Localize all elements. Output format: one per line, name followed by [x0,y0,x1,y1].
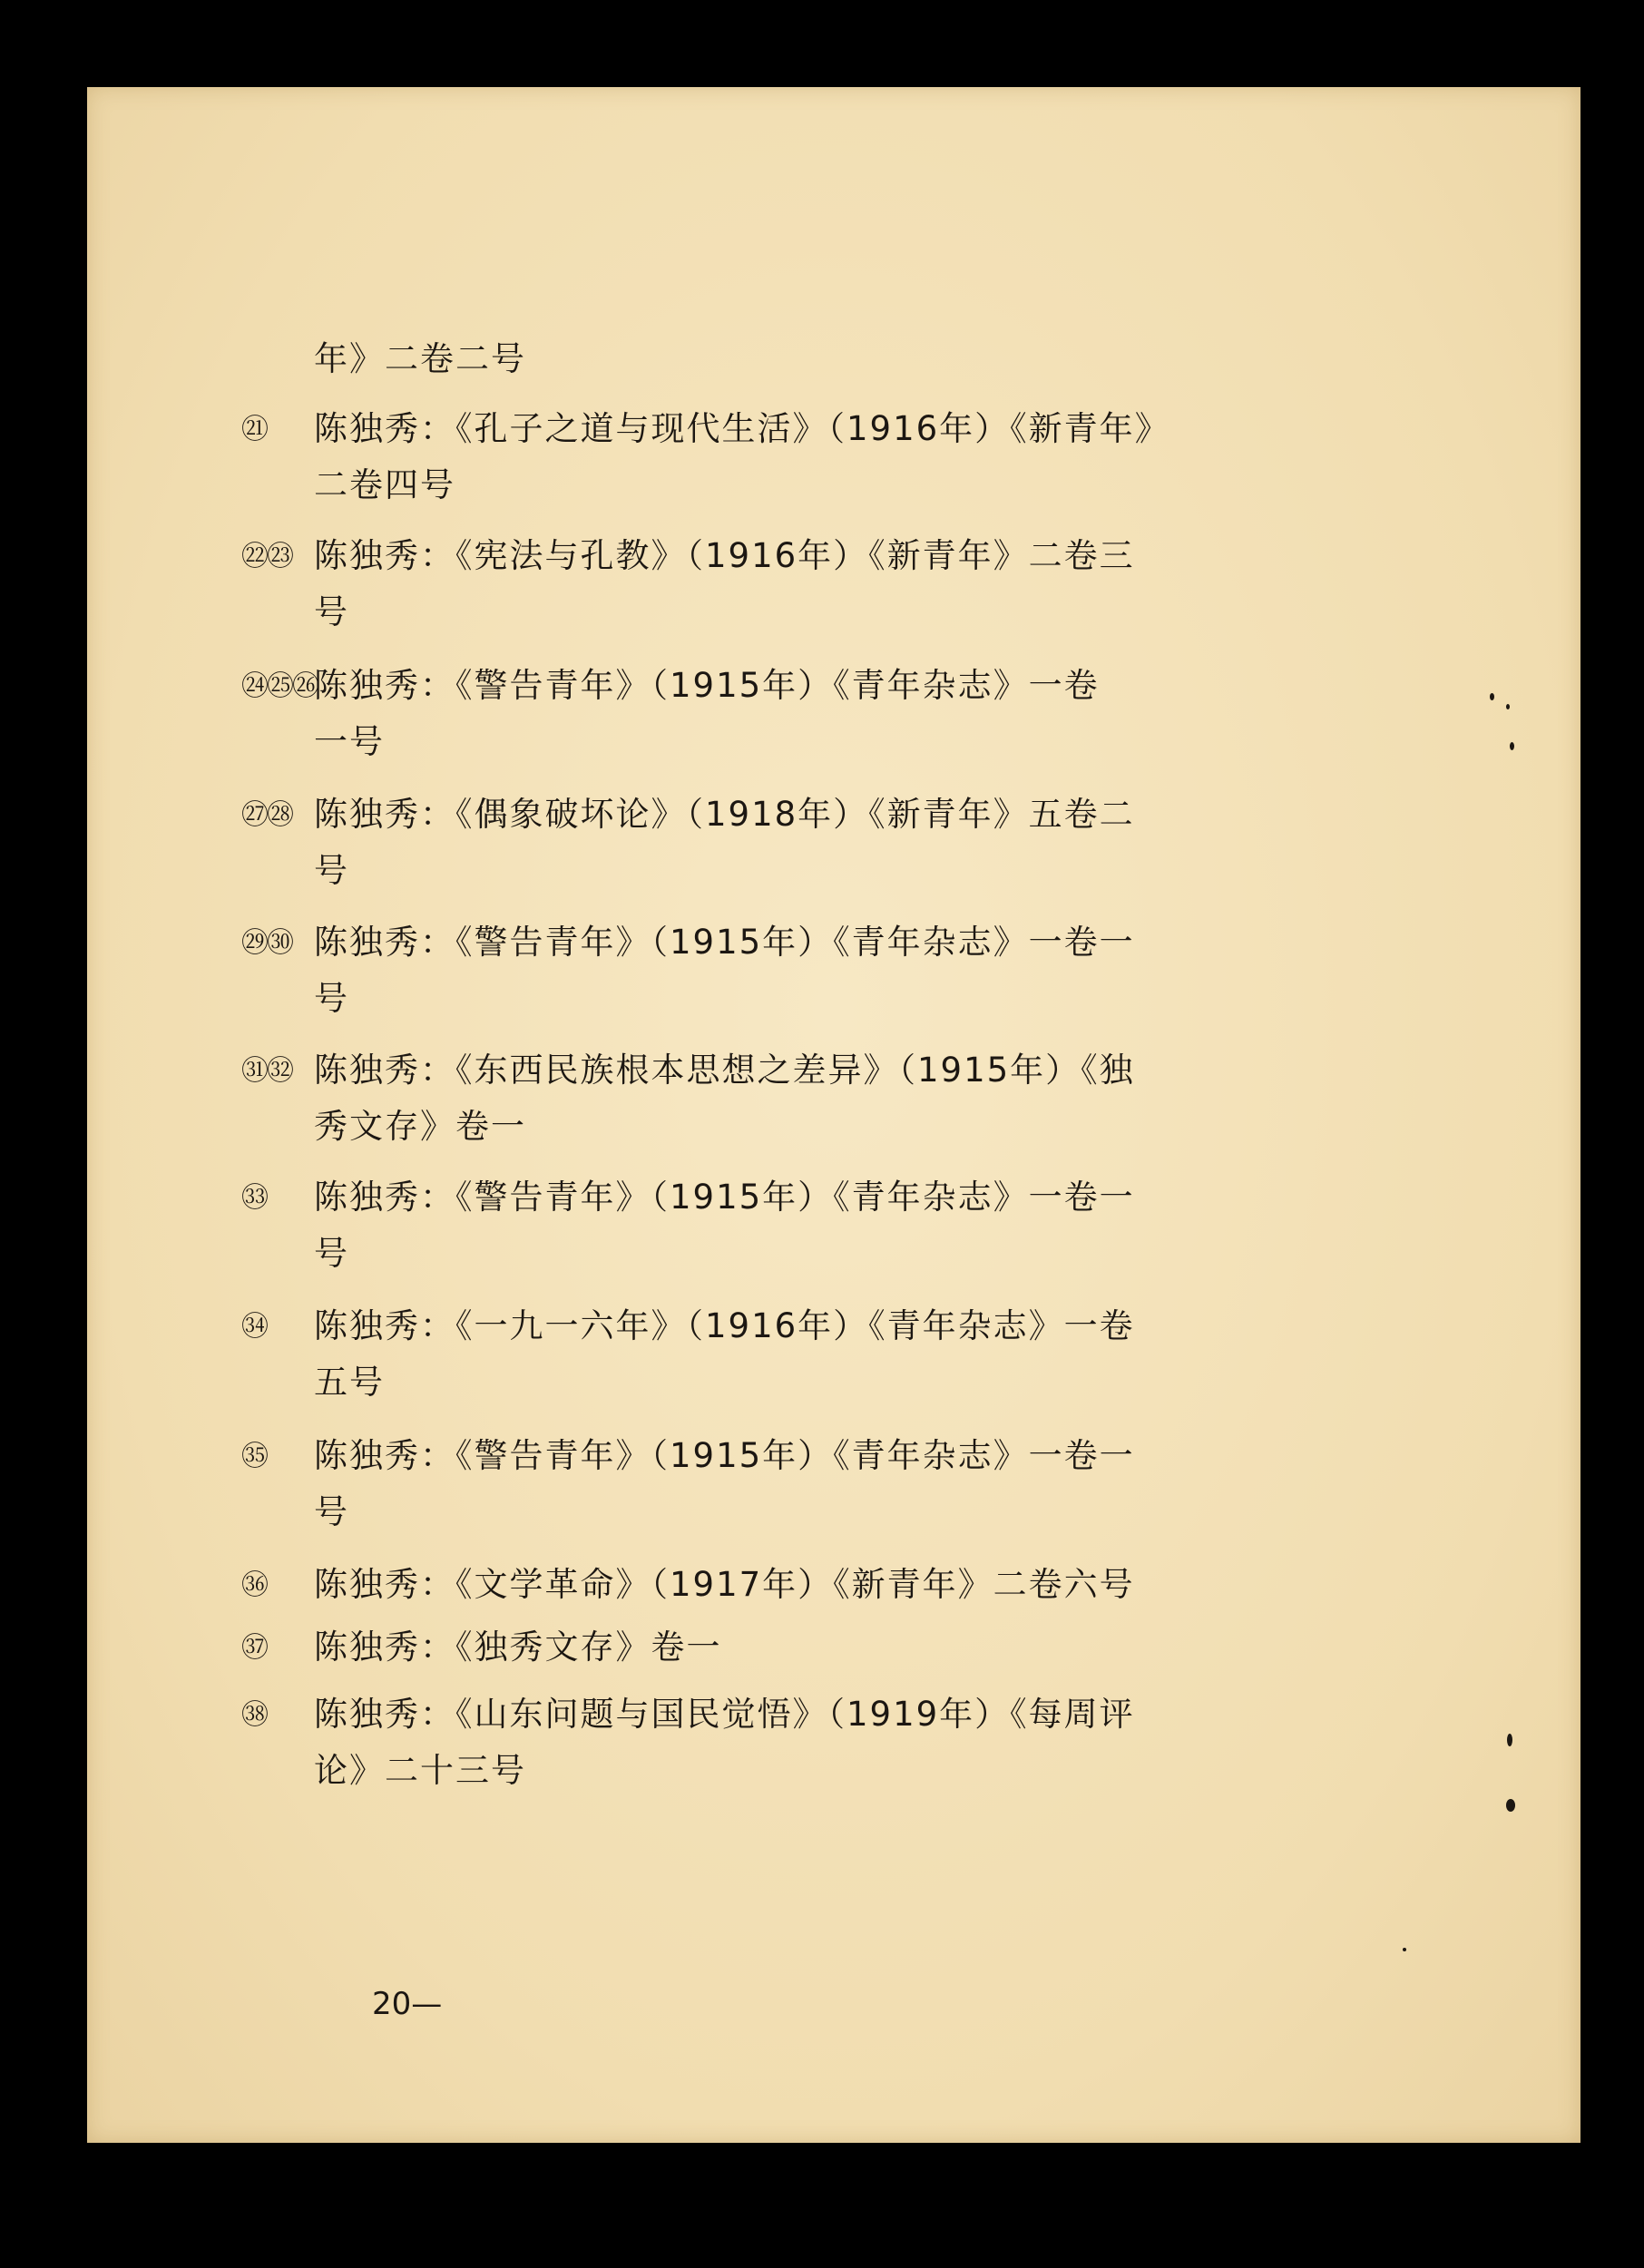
note-line: 号 [314,592,349,631]
note-marker: ㉝ [241,1182,267,1214]
page-number: 20— [372,1986,443,2022]
note-marker: ㉛㉜ [241,1055,292,1087]
note-marker: ㉗㉘ [241,799,292,831]
paper-page [87,87,1580,2143]
note-line: 号 [314,979,349,1018]
notes-list [87,87,1580,2143]
note-line: 陈独秀：《山东问题与国民觉悟》（1919年）《每周评 [314,1695,1135,1734]
note-line: 五号 [314,1363,385,1402]
note-line: 陈独秀：《独秀文存》卷一 [314,1628,722,1667]
note-line: 陈独秀：《孔子之道与现代生活》（1916年）《新青年》 [314,409,1170,448]
note-line: 论》二十三号 [314,1751,526,1790]
note-marker: ㊱ [241,1569,267,1601]
ink-speck [1506,704,1510,709]
continuation-line: 年》二卷二号 [314,339,526,378]
note-line: 号 [314,1234,349,1273]
ink-speck [1510,742,1514,750]
note-line: 号 [314,1492,349,1531]
note-line: 一号 [314,722,385,761]
note-line: 陈独秀：《偶象破坏论》（1918年）《新青年》五卷二 [314,795,1135,834]
note-marker: ㊲ [241,1632,267,1664]
note-marker: ㉔㉕㉖ [241,670,318,702]
note-line: 陈独秀：《东西民族根本思想之差异》（1915年）《独 [314,1051,1135,1090]
note-line: 陈独秀：《警告青年》（1915年）《青年杂志》一卷一 [314,1436,1135,1475]
note-line: 陈独秀：《警告青年》（1915年）《青年杂志》一卷 [314,666,1100,705]
note-line: 陈独秀：《文学革命》（1917年）《新青年》二卷六号 [314,1565,1135,1604]
note-marker: ㉑ [241,414,267,445]
note-line: 陈独秀：《宪法与孔教》（1916年）《新青年》二卷三 [314,536,1135,575]
note-line: 陈独秀：《一九一六年》（1916年）《青年杂志》一卷 [314,1306,1135,1345]
note-marker: ㉙㉚ [241,927,292,959]
note-marker: ㊳ [241,1699,267,1731]
ink-speck [1490,693,1494,700]
note-line: 陈独秀：《警告青年》（1915年）《青年杂志》一卷一 [314,923,1135,962]
note-line: 二卷四号 [314,465,455,504]
ink-speck [1403,1948,1406,1951]
note-line: 号 [314,851,349,890]
note-line: 陈独秀：《警告青年》（1915年）《青年杂志》一卷一 [314,1178,1135,1217]
note-marker: ㉞ [241,1311,267,1343]
ink-speck [1507,1734,1512,1746]
note-marker: ㉟ [241,1441,267,1472]
note-marker: ㉒㉓ [241,541,292,572]
note-line: 秀文存》卷一 [314,1107,526,1146]
ink-speck [1506,1799,1515,1812]
